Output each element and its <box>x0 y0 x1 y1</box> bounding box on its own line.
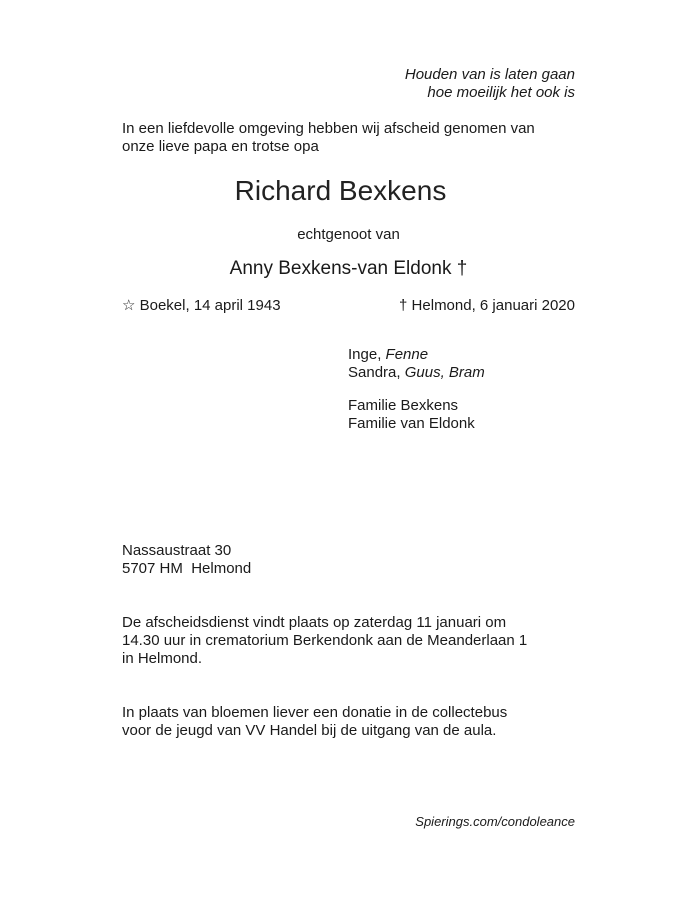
child-name: Inge, <box>348 346 382 363</box>
donation-line-1: In plaats van bloemen liever een donatie in de collectebus <box>122 704 508 721</box>
service-line-1: De afscheidsdienst vindt plaats op zaterdag 11 januari om <box>122 614 507 631</box>
spouse-label: echtgenoot van <box>297 226 400 243</box>
address-street: Nassaustraat 30 <box>122 542 232 559</box>
child-row <box>348 364 485 382</box>
child-name: Sandra, <box>348 364 401 381</box>
condolence-link[interactable]: Spierings.com/condoleance <box>415 814 575 829</box>
donation-info <box>122 704 582 740</box>
intro-line-2: onze lieve papa en trotse opa <box>122 138 319 155</box>
motto-line-2: hoe moeilijk het ook is <box>427 84 575 101</box>
deceased-name: Richard Bexkens <box>234 175 447 206</box>
grandchildren-names: Fenne <box>385 346 429 363</box>
service-line-3: in Helmond. <box>122 650 203 667</box>
motto-line-1: Houden van is laten gaan <box>404 66 575 83</box>
children-list <box>348 346 485 382</box>
birth-info: ☆ Boekel, 14 april 1943 <box>122 297 281 314</box>
child-row <box>348 346 485 364</box>
address-block <box>122 542 251 578</box>
service-info <box>122 614 582 668</box>
motto <box>405 66 575 102</box>
intro-text <box>122 120 582 156</box>
family-name: Familie van Eldonk <box>348 415 475 432</box>
intro-line-1: In een liefdevolle omgeving hebben wij afscheid genomen van <box>122 120 535 137</box>
family-name: Familie Bexkens <box>348 397 459 414</box>
death-info: † Helmond, 6 januari 2020 <box>399 297 575 314</box>
donation-line-2: voor de jeugd van VV Handel bij de uitgang van de aula. <box>122 722 497 739</box>
spouse-name: Anny Bexkens-van Eldonk † <box>229 258 468 279</box>
service-line-2: 14.30 uur in crematorium Berkendonk aan de Meanderlaan 1 <box>122 632 528 649</box>
address-postal-city: 5707 HM Helmond <box>122 560 252 577</box>
families-list <box>348 397 475 433</box>
grandchildren-names: Guus, Bram <box>404 364 485 381</box>
